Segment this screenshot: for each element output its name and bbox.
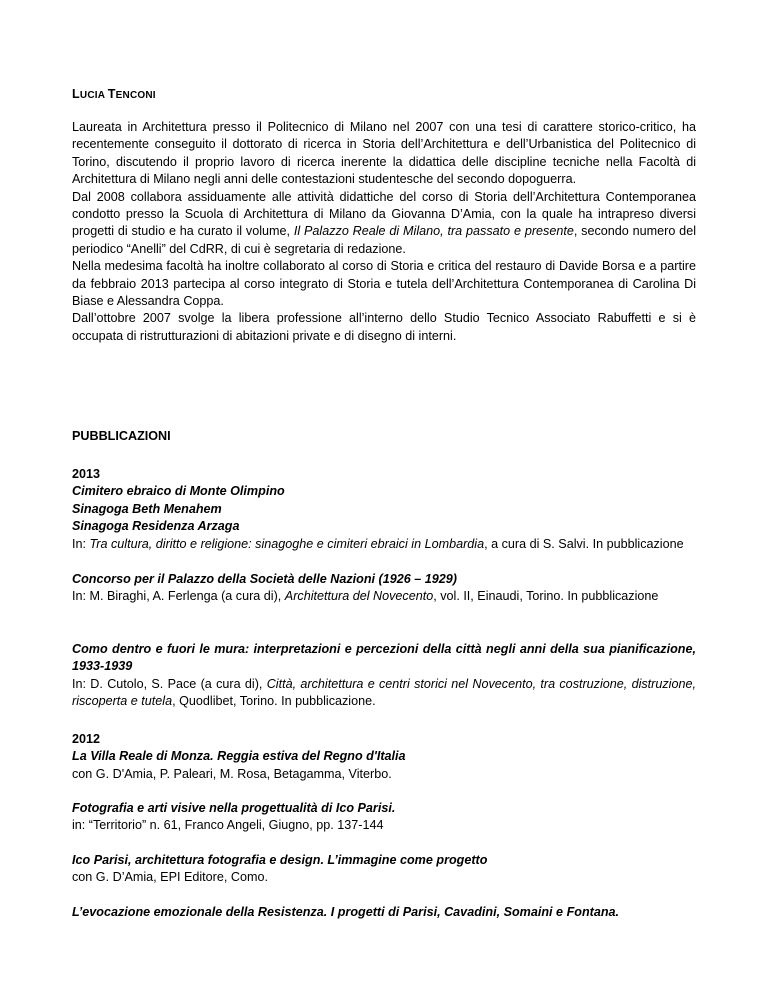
publication-entry [72, 800, 696, 835]
publication-entry [72, 571, 696, 606]
author-name: LUCIA TENCONI [72, 87, 156, 101]
publication-title: Sinagoga Beth Menahem [72, 501, 222, 516]
publication-title: Concorso per il Palazzo della Società delle Nazioni (1926 – 1929) [72, 572, 457, 586]
publication-entry [72, 904, 696, 921]
biography [72, 119, 696, 345]
year-heading: 2012 [72, 732, 101, 746]
publication-group-2012 [72, 731, 696, 783]
publication-details: In: Tra cultura, diritto e religione: sinagoghe e cimiteri ebraici in Lombardia, a cura di S. Salvi. In pubblicazione [72, 536, 684, 551]
publications-heading: PUBBLICAZIONI [72, 429, 171, 443]
year-heading: 2013 [72, 467, 101, 481]
publication-details: in: “Territorio” n. 61, Franco Angeli, Giugno, pp. 137-144 [72, 818, 384, 833]
publication-details: In: D. Cutolo, S. Pace (a cura di), Città, architettura e centri storici nel Novecento, tra costruzione, distruzione, riscoperta e tutela, Quodlibet, Torino. In pubblicazione. [72, 676, 696, 709]
publication-title: Cimitero ebraico di Monte Olimpino [72, 484, 285, 499]
bio-paragraph: Dal 2008 collabora assiduamente alle attività didattiche del corso di Storia dell’Architettura Contemporanea condotto presso la Scuola di Architettura di Milano da Giovanna D’Amia, con la quale ha intrapreso diversi progetti di studio e ha curato il volume, Il Palazzo Reale di Milano, tra passato e presente, secondo numero del periodico “Anelli” del CdRR, di cui è segretaria di redazione. [72, 189, 696, 256]
bio-paragraph: Dall’ottobre 2007 svolge la libera professione all’interno dello Studio Tecnico Associato Rabuffetti e si è occupata di ristrutturazioni di abitazioni private e di disegno di interni. [72, 311, 696, 343]
publication-title: L’evocazione emozionale della Resistenza. I progetti di Parisi, Cavadini, Somaini e Fontana. [72, 905, 620, 919]
publication-entry [72, 852, 696, 887]
publication-title: La Villa Reale di Monza. Reggia estiva del Regno d'Italia [72, 749, 406, 764]
publication-title: Fotografia e arti visive nella progettualità di Ico Parisi. [72, 801, 396, 815]
publication-title: Como dentro e fuori le mura: interpretazioni e percezioni della città negli anni della sua pianificazione, 1933-1939 [72, 642, 696, 674]
publication-entry [72, 641, 696, 711]
publication-group-2013 [72, 466, 696, 553]
bio-paragraph: Laureata in Architettura presso il Politecnico di Milano nel 2007 con una tesi di carattere storico-critico, ha recentemente conseguito il dottorato di ricerca in Storia dell’Architettura e dell’Urbanistica del Politecnico di Torino, discutendo il proprio lavoro di ricerca inerente la didattica delle discipline tecniche nella Facoltà di Architettura di Milano negli anni delle contestazioni studentesche del secondo dopoguerra. [72, 120, 696, 187]
bio-paragraph: Nella medesima facoltà ha inoltre collaborato al corso di Storia e critica del restauro di Davide Borsa e a partire da febbraio 2013 partecipa al corso integrato di Storia e tutela dell’Architettura Contemporanea di Carolina Di Biase e Alessandra Coppa. [72, 259, 696, 309]
publication-details: In: M. Biraghi, A. Ferlenga (a cura di), Architettura del Novecento, vol. II, Einaudi, Torino. In pubblicazione [72, 589, 659, 604]
publication-title: Ico Parisi, architettura fotografia e design. L’immagine come progetto [72, 853, 488, 867]
publication-details: con G. D'Amia, P. Paleari, M. Rosa, Betagamma, Viterbo. [72, 766, 392, 781]
publication-details: con G. D’Amia, EPI Editore, Como. [72, 870, 268, 885]
publication-title: Sinagoga Residenza Arzaga [72, 519, 240, 534]
